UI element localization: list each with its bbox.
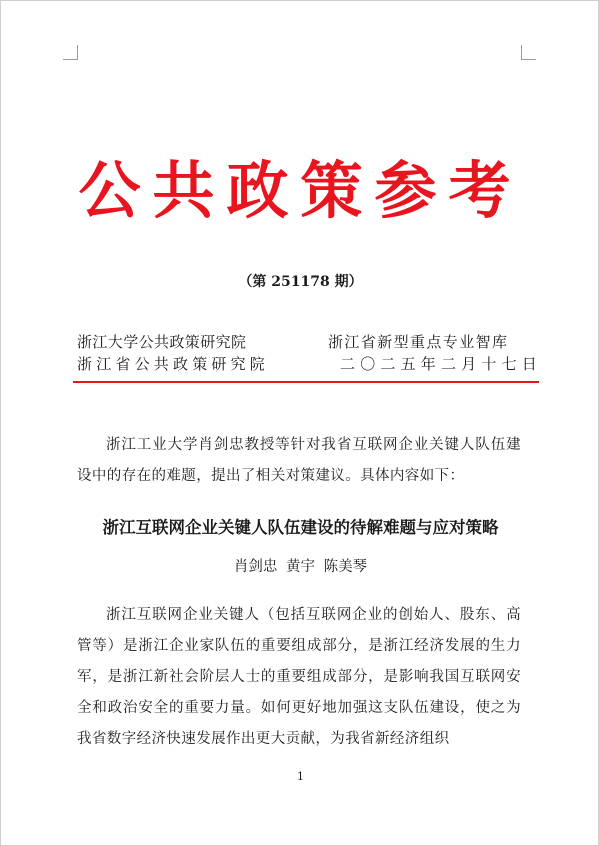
org-name-zju: 浙江大学公共政策研究院 [77, 333, 247, 351]
author-name: 肖剑忠 [233, 559, 278, 575]
crop-mark-top-left [63, 45, 78, 60]
header-divider [73, 381, 539, 383]
article-title: 浙江互联网企业关键人队伍建设的待解难题与应对策略 [102, 518, 499, 537]
think-tank-label: 浙江省新型重点专业智库 [328, 333, 509, 351]
body-paragraph: 浙江互联网企业关键人（包括互联网企业的创始人、股东、高管等）是浙江企业家队伍的重要组成部分，是浙江经济发展的生力军，是浙江新社会阶层人士的重要组成部分，是影响我国互联网安全和政治安全的重要力量。如何更好地加强这支队伍建设，使之为我省数字经济快速发展作出更大贡献，为我省新经济组织 [77, 607, 521, 747]
masthead-title: 公共政策参考 [78, 154, 523, 227]
org-name-zj-policy-institute: 浙江省公共政策研究院 [77, 355, 270, 373]
crop-mark-top-right [521, 45, 536, 60]
page-number: 1 [297, 770, 304, 783]
intro-paragraph: 浙江工业大学肖剑忠教授等针对我省互联网企业关键人队伍建设中的存在的难题，提出了相关对策建议。具体内容如下： [77, 437, 521, 484]
author-name: 黄宇 [286, 559, 315, 575]
author-name: 陈美琴 [323, 559, 368, 575]
publish-date: 二〇二五年二月十七日 [340, 355, 543, 373]
issue-number: （第 251178 期） [238, 274, 363, 290]
article-authors [1, 554, 599, 580]
